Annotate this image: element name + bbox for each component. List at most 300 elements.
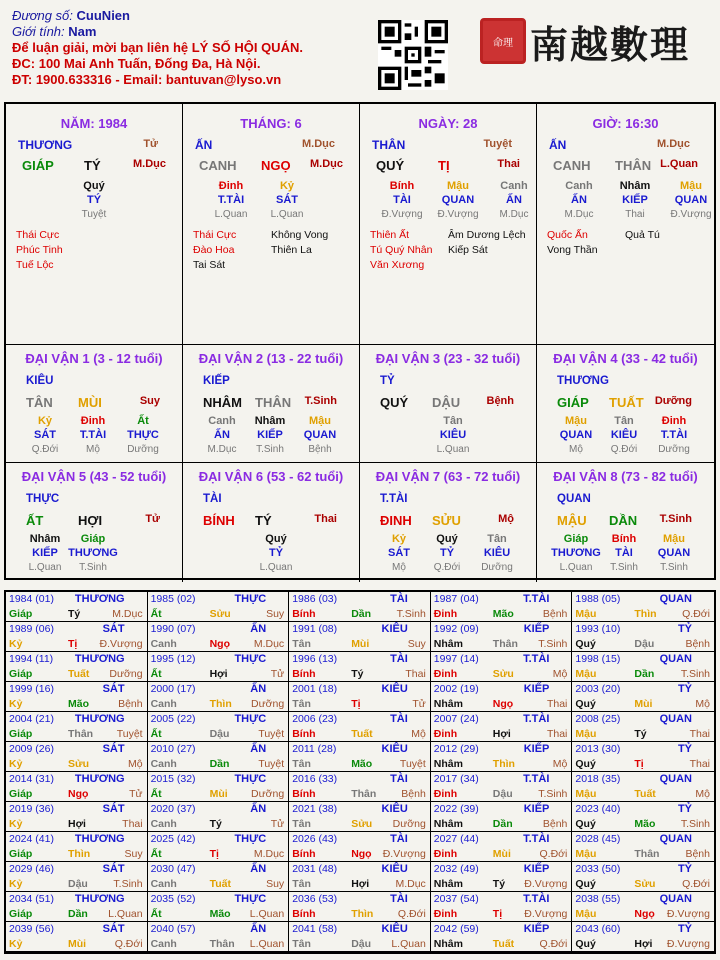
year-stem: Nhâm bbox=[433, 698, 463, 710]
hidden-stem: Bính bbox=[611, 533, 637, 545]
year-label: 2031 (48) bbox=[292, 863, 338, 875]
dai-van-cell bbox=[360, 345, 537, 463]
year-god: SÁT bbox=[102, 863, 125, 875]
star-bad: Quả Tú bbox=[625, 229, 660, 241]
hidden-god: THƯƠNG bbox=[68, 547, 118, 559]
year-cell bbox=[431, 622, 573, 652]
year-stem: Ất bbox=[150, 728, 162, 740]
star-good: Phúc Tinh bbox=[16, 244, 63, 256]
year-stage: M.Dục bbox=[395, 878, 426, 890]
year-stage: Tuyệt bbox=[116, 728, 143, 740]
hidden-stem: Canh bbox=[565, 180, 593, 192]
year-stem: Mậu bbox=[575, 608, 597, 620]
year-branch: Sửu bbox=[209, 608, 231, 620]
year-god: ẤN bbox=[250, 863, 267, 875]
year-cell bbox=[148, 832, 290, 862]
year-god: T.TÀI bbox=[523, 893, 550, 905]
dai-van-title: ĐẠI VẬN 3 (23 - 32 tuổi) bbox=[375, 351, 521, 366]
year-cell bbox=[148, 652, 290, 682]
dai-van-stage: T.Sinh bbox=[659, 513, 692, 525]
year-branch: Thân bbox=[209, 938, 235, 950]
dai-van-stem: BÍNH bbox=[203, 513, 235, 528]
year-stage: Suy bbox=[407, 638, 426, 650]
year-god: KIÊU bbox=[381, 683, 408, 695]
year-god: THƯƠNG bbox=[74, 653, 125, 665]
year-stem: Mậu bbox=[575, 668, 597, 680]
year-stem: Nhâm bbox=[433, 938, 463, 950]
year-stage: Suy bbox=[124, 848, 143, 860]
year-branch: Thân bbox=[351, 788, 377, 800]
year-stage: Thai bbox=[546, 728, 568, 740]
year-cell bbox=[148, 742, 290, 772]
hidden-stage: T.Sinh bbox=[256, 444, 284, 455]
year-stage: L.Quan bbox=[249, 908, 285, 920]
dai-van-cell bbox=[537, 463, 714, 582]
phone-email-line[interactable]: ĐT: 1900.633316 - Email: bantuvan@lyso.vn bbox=[12, 72, 282, 87]
year-stem: Đinh bbox=[433, 848, 458, 860]
hidden-stem: Giáp bbox=[563, 533, 589, 545]
year-stem: Tân bbox=[292, 878, 311, 890]
hidden-stage: T.Sinh bbox=[79, 562, 107, 573]
year-cell bbox=[289, 892, 431, 922]
year-cell bbox=[6, 652, 148, 682]
year-stem: Giáp bbox=[9, 668, 33, 680]
year-god: THỰC bbox=[234, 833, 267, 845]
year-label: 2003 (20) bbox=[575, 683, 621, 695]
star-good: Quốc Ấn bbox=[547, 229, 588, 241]
year-god: ẤN bbox=[250, 803, 267, 815]
hidden-stem: Đinh bbox=[218, 180, 244, 192]
year-stage: Tử bbox=[129, 788, 143, 800]
year-label: 1997 (14) bbox=[433, 653, 479, 665]
dai-van-stem: ẤT bbox=[26, 513, 44, 528]
year-label: 2020 (37) bbox=[150, 803, 196, 815]
hidden-god: TÝ bbox=[86, 194, 102, 206]
year-stem: Giáp bbox=[9, 908, 33, 920]
hidden-stem: Canh bbox=[208, 415, 236, 427]
hidden-god: KIÊU bbox=[483, 547, 511, 559]
year-god: THƯƠNG bbox=[74, 773, 125, 785]
year-stem: Canh bbox=[150, 818, 177, 830]
year-cell bbox=[289, 712, 431, 742]
hidden-stem: Quý bbox=[265, 533, 287, 545]
year-branch: Hợi bbox=[209, 668, 228, 680]
dai-van-title: ĐẠI VẬN 1 (3 - 12 tuổi) bbox=[25, 351, 163, 366]
hidden-stem: Mậu bbox=[565, 415, 587, 427]
dai-van-branch: DẬU bbox=[432, 395, 461, 410]
hidden-stem: Canh bbox=[500, 180, 528, 192]
year-label: 2043 (60) bbox=[575, 923, 621, 935]
year-stem: Quý bbox=[575, 938, 596, 950]
year-cell bbox=[431, 742, 573, 772]
year-stem: Kỷ bbox=[9, 698, 23, 710]
year-label: 2027 (44) bbox=[433, 833, 479, 845]
year-label: 2002 (19) bbox=[433, 683, 479, 695]
year-god: KIÊU bbox=[381, 923, 408, 935]
year-branch: Mão bbox=[209, 908, 231, 920]
hidden-stem: Quý bbox=[436, 533, 458, 545]
year-cell bbox=[572, 742, 714, 772]
year-stage: Mộ bbox=[552, 668, 568, 680]
year-stem: Kỷ bbox=[9, 638, 23, 650]
year-branch: Sửu bbox=[351, 818, 373, 830]
year-cell bbox=[6, 592, 148, 622]
year-stem: Kỷ bbox=[9, 938, 23, 950]
dai-van-god: THƯƠNG bbox=[557, 375, 609, 387]
hidden-stage: Mộ bbox=[86, 444, 100, 455]
year-cell bbox=[148, 682, 290, 712]
year-stage: Q.Đới bbox=[114, 938, 143, 950]
year-cell bbox=[148, 922, 290, 952]
year-god: SÁT bbox=[102, 683, 125, 695]
year-label: 1992 (09) bbox=[433, 623, 479, 635]
year-label: 1986 (03) bbox=[292, 593, 338, 605]
hidden-stem: Tân bbox=[443, 415, 463, 427]
year-label: 2042 (59) bbox=[433, 923, 479, 935]
star-good: Thái Cực bbox=[16, 229, 60, 241]
year-stem: Quý bbox=[575, 878, 596, 890]
year-branch: Thân bbox=[634, 848, 660, 860]
pillar-stage: Thai bbox=[497, 158, 520, 170]
year-stage: L.Quan bbox=[249, 938, 285, 950]
hidden-god: SÁT bbox=[34, 429, 56, 441]
year-stage: Mộ bbox=[695, 788, 710, 800]
year-stem: Kỷ bbox=[9, 818, 23, 830]
year-cell bbox=[6, 772, 148, 802]
year-stage: Dưỡng bbox=[392, 818, 426, 830]
pillar-cell bbox=[537, 104, 714, 345]
hidden-god: QUAN bbox=[441, 194, 475, 206]
hidden-god: TÀI bbox=[615, 547, 633, 559]
brand-seal: 命理 bbox=[480, 18, 526, 64]
year-branch: Tý bbox=[209, 818, 222, 830]
star-list bbox=[193, 228, 363, 273]
dai-van-god: KIÊU bbox=[26, 375, 54, 387]
year-stem: Bính bbox=[292, 848, 316, 860]
dai-van-cell bbox=[360, 463, 537, 582]
hidden-stage: M.Dục bbox=[207, 444, 237, 455]
year-label: 2009 (26) bbox=[9, 743, 54, 755]
owner-name: CuuNien bbox=[76, 8, 130, 23]
year-stage: Tuyệt bbox=[258, 728, 285, 740]
star-list bbox=[16, 228, 186, 273]
year-stage: Tử bbox=[270, 668, 285, 680]
year-branch: Mùi bbox=[351, 638, 370, 650]
year-stage: Đ.Vượng bbox=[524, 908, 568, 920]
year-god: SÁT bbox=[102, 623, 125, 635]
year-stage: Đ.Vượng bbox=[666, 908, 710, 920]
year-branch: Hợi bbox=[351, 878, 370, 890]
star-good: Tuế Lộc bbox=[16, 259, 54, 271]
year-branch: Hợi bbox=[634, 938, 653, 950]
hidden-stem: Đinh bbox=[80, 415, 106, 427]
year-stage: Tử bbox=[412, 698, 426, 710]
hidden-stage: T.Sinh bbox=[610, 562, 638, 573]
year-god: TÀI bbox=[390, 593, 408, 605]
year-stem: Quý bbox=[575, 638, 596, 650]
year-branch: Dần bbox=[351, 608, 372, 620]
hidden-stage: L.Quan bbox=[559, 562, 593, 573]
year-stage: Bệnh bbox=[118, 698, 143, 710]
year-god: KIẾP bbox=[523, 623, 550, 635]
year-label: 2010 (27) bbox=[150, 743, 196, 755]
gender: Nam bbox=[68, 24, 97, 39]
year-stem: Canh bbox=[150, 638, 177, 650]
dai-van-cell bbox=[6, 463, 183, 582]
year-label: 2039 (56) bbox=[9, 923, 54, 935]
hidden-god: KIÊU bbox=[610, 429, 638, 441]
year-label: 2041 (58) bbox=[292, 923, 338, 935]
year-stem: Giáp bbox=[9, 608, 33, 620]
hidden-stage: L.Quan bbox=[259, 562, 293, 573]
year-label: 2008 (25) bbox=[575, 713, 621, 725]
year-cell bbox=[148, 592, 290, 622]
year-branch: Thìn bbox=[351, 908, 374, 920]
hidden-stage: Dưỡng bbox=[127, 444, 159, 455]
star-list bbox=[547, 228, 717, 258]
year-god: TÀI bbox=[390, 773, 408, 785]
hidden-stage: T.Sinh bbox=[660, 562, 688, 573]
year-stem: Bính bbox=[292, 608, 316, 620]
dai-van-branch: THÂN bbox=[255, 395, 292, 410]
hidden-god: TỶ bbox=[439, 547, 455, 559]
year-branch: Tý bbox=[492, 878, 506, 890]
year-label: 2000 (17) bbox=[150, 683, 196, 695]
year-label: 2028 (45) bbox=[575, 833, 621, 845]
year-god: SÁT bbox=[102, 743, 125, 755]
year-label: 1995 (12) bbox=[150, 653, 196, 665]
year-god: ẤN bbox=[250, 623, 267, 635]
star-good: Thiên Ất bbox=[370, 229, 410, 241]
year-label: 1984 (01) bbox=[9, 593, 54, 605]
pillar-stem: CANH bbox=[553, 158, 591, 173]
hidden-stem: Ất bbox=[137, 415, 149, 427]
year-cell bbox=[572, 922, 714, 952]
year-branch: Tý bbox=[634, 728, 647, 740]
year-cell bbox=[572, 832, 714, 862]
year-stage: Thai bbox=[122, 818, 143, 830]
year-cell bbox=[6, 682, 148, 712]
year-label: 2006 (23) bbox=[292, 713, 338, 725]
year-branch: Dậu bbox=[492, 788, 513, 800]
year-god: T.TÀI bbox=[523, 833, 550, 845]
hidden-god: T.TÀI bbox=[660, 429, 688, 441]
year-branch: Mùi bbox=[634, 698, 653, 710]
pillar-stage: L.Quan bbox=[660, 158, 698, 170]
year-god: TỶ bbox=[677, 683, 692, 695]
dai-van-title: ĐẠI VẬN 8 (73 - 82 tuổi) bbox=[553, 469, 698, 484]
contact-line: Để luận giải, mời bạn liên hệ LÝ SỐ HỘI QUÁN. bbox=[12, 40, 303, 55]
year-branch: Thân bbox=[492, 638, 518, 650]
dai-van-title: ĐẠI VẬN 5 (43 - 52 tuổi) bbox=[21, 469, 167, 484]
year-cell bbox=[431, 802, 573, 832]
year-god: T.TÀI bbox=[523, 653, 550, 665]
year-god: SÁT bbox=[102, 803, 125, 815]
dai-van-branch: DẦN bbox=[609, 513, 638, 528]
pillar-god-stage: Tử bbox=[143, 138, 158, 150]
dai-van-title: ĐẠI VẬN 6 (53 - 62 tuổi) bbox=[198, 469, 344, 484]
label-gioi-tinh: Giới tính: bbox=[12, 24, 65, 39]
year-label: 1989 (06) bbox=[9, 623, 54, 635]
dai-van-stem: ĐINH bbox=[380, 513, 412, 528]
year-branch: Dậu bbox=[209, 728, 230, 740]
year-stem: Nhâm bbox=[433, 818, 463, 830]
pillar-title: GIỜ: 16:30 bbox=[592, 116, 659, 131]
star-bad: Âm Dương Lệch bbox=[448, 229, 526, 241]
year-label: 2018 (35) bbox=[575, 773, 621, 785]
hidden-stage: L.Quan bbox=[270, 209, 304, 220]
year-cell bbox=[431, 682, 573, 712]
hidden-stage: Thai bbox=[625, 209, 645, 220]
pillar-branch: THÂN bbox=[615, 158, 652, 173]
year-branch: Mùi bbox=[492, 848, 511, 860]
year-stem: Quý bbox=[575, 758, 596, 770]
year-branch: Tuất bbox=[68, 668, 90, 680]
year-branch: Tị bbox=[492, 908, 503, 920]
year-stage: Tử bbox=[270, 818, 285, 830]
year-branch: Dần bbox=[634, 668, 655, 680]
year-branch: Ngọ bbox=[351, 848, 372, 860]
year-label: 2007 (24) bbox=[433, 713, 479, 725]
year-label: 2040 (57) bbox=[150, 923, 196, 935]
year-god: T.TÀI bbox=[523, 773, 550, 785]
year-cell bbox=[572, 892, 714, 922]
year-god: KIẾP bbox=[523, 683, 550, 695]
dai-van-stem: NHÂM bbox=[203, 395, 242, 410]
year-god: THƯƠNG bbox=[74, 833, 125, 845]
year-stem: Ất bbox=[150, 908, 162, 920]
year-stem: Nhâm bbox=[433, 638, 463, 650]
year-god: SÁT bbox=[102, 923, 125, 935]
year-stage: Bệnh bbox=[685, 848, 710, 860]
pillar-god-stem: THÂN bbox=[372, 138, 406, 152]
year-stem: Nhâm bbox=[433, 758, 463, 770]
year-label: 2021 (38) bbox=[292, 803, 338, 815]
year-cell bbox=[572, 622, 714, 652]
year-branch: Hợi bbox=[492, 728, 511, 740]
year-label: 1991 (08) bbox=[292, 623, 338, 635]
year-stage: Mộ bbox=[411, 728, 426, 740]
year-cell bbox=[431, 862, 573, 892]
year-branch: Thìn bbox=[68, 848, 91, 860]
year-stage: Q.Đới bbox=[539, 938, 568, 950]
year-label: 2013 (30) bbox=[575, 743, 621, 755]
hidden-stage: Q.Đới bbox=[433, 562, 461, 573]
hidden-stage: Đ.Vượng bbox=[381, 209, 423, 220]
year-stem: Giáp bbox=[9, 848, 33, 860]
hidden-god: ẤN bbox=[571, 194, 587, 206]
year-god: T.TÀI bbox=[523, 713, 550, 725]
year-branch: Tý bbox=[68, 608, 81, 620]
star-bad: Kiếp Sát bbox=[448, 244, 488, 256]
year-cell bbox=[572, 592, 714, 622]
hidden-stem: Kỷ bbox=[391, 533, 407, 545]
year-stem: Đinh bbox=[433, 728, 458, 740]
dai-van-stage: Tử bbox=[145, 513, 160, 525]
year-god: KIẾP bbox=[523, 803, 550, 815]
hidden-god: KIẾP bbox=[257, 429, 283, 441]
dai-van-cell bbox=[183, 345, 360, 463]
year-stage: M.Dục bbox=[253, 848, 285, 860]
year-cell bbox=[572, 712, 714, 742]
pillar-stage: M.Dục bbox=[310, 158, 343, 170]
year-god: QUAN bbox=[659, 653, 692, 665]
year-cell bbox=[572, 652, 714, 682]
dai-van-stem: QUÝ bbox=[380, 395, 409, 410]
year-branch: Dần bbox=[68, 908, 88, 920]
year-stage: T.Sinh bbox=[680, 668, 710, 680]
year-stage: T.Sinh bbox=[113, 878, 143, 890]
hidden-stem: Mậu bbox=[680, 180, 702, 192]
hidden-god: QUAN bbox=[657, 547, 691, 559]
pillar-stage: M.Dục bbox=[133, 158, 166, 170]
year-stage: Thai bbox=[689, 728, 710, 740]
hidden-stage: M.Dục bbox=[564, 209, 594, 220]
year-god: KIÊU bbox=[381, 743, 408, 755]
dai-van-cell bbox=[6, 345, 183, 463]
year-label: 1985 (02) bbox=[150, 593, 196, 605]
hidden-god: SÁT bbox=[388, 547, 410, 559]
year-branch: Mùi bbox=[68, 938, 87, 950]
year-branch: Ngọ bbox=[209, 638, 231, 650]
year-god: TÀI bbox=[390, 893, 408, 905]
year-stem: Bính bbox=[292, 908, 316, 920]
year-branch: Thìn bbox=[634, 608, 657, 620]
year-cell bbox=[572, 862, 714, 892]
qr-code-icon[interactable] bbox=[378, 20, 448, 90]
year-cell bbox=[148, 772, 290, 802]
year-label: 2038 (55) bbox=[575, 893, 621, 905]
year-stage: Đ.Vượng bbox=[524, 878, 568, 890]
hidden-stem: Nhâm bbox=[619, 180, 651, 192]
year-label: 2015 (32) bbox=[150, 773, 196, 785]
year-stem: Tân bbox=[292, 758, 311, 770]
dai-van-cell bbox=[183, 463, 360, 582]
hidden-god: KIẾP bbox=[32, 547, 58, 559]
year-stem: Mậu bbox=[575, 728, 597, 740]
hidden-god: T.TÀI bbox=[217, 194, 245, 206]
dai-van-stem: GIÁP bbox=[557, 395, 589, 410]
year-stem: Đinh bbox=[433, 788, 458, 800]
year-stage: L.Quan bbox=[108, 908, 143, 920]
year-cell bbox=[289, 922, 431, 952]
year-label: 2016 (33) bbox=[292, 773, 338, 785]
year-label: 2012 (29) bbox=[433, 743, 479, 755]
hidden-god: SÁT bbox=[276, 194, 298, 206]
year-branch: Sửu bbox=[492, 668, 514, 680]
year-god: KIẾP bbox=[523, 743, 550, 755]
year-cell bbox=[289, 592, 431, 622]
year-stage: T.Sinh bbox=[538, 788, 568, 800]
year-cell bbox=[6, 832, 148, 862]
year-label: 2029 (46) bbox=[9, 863, 54, 875]
year-stem: Mậu bbox=[575, 788, 597, 800]
year-stage: Bệnh bbox=[401, 788, 426, 800]
year-branch: Hợi bbox=[68, 818, 86, 830]
year-stem: Bính bbox=[292, 668, 316, 680]
year-cell bbox=[431, 832, 573, 862]
year-god: TÀI bbox=[390, 653, 408, 665]
year-god: THỰC bbox=[234, 593, 267, 605]
pillar-stem: CANH bbox=[199, 158, 237, 173]
year-stem: Tân bbox=[292, 938, 311, 950]
year-branch: Tị bbox=[209, 848, 219, 860]
year-stage: Thai bbox=[405, 668, 426, 680]
hidden-god: ẤN bbox=[506, 194, 522, 206]
year-stem: Quý bbox=[575, 818, 596, 830]
year-branch: Mão bbox=[634, 818, 656, 830]
year-god: THƯƠNG bbox=[74, 593, 125, 605]
